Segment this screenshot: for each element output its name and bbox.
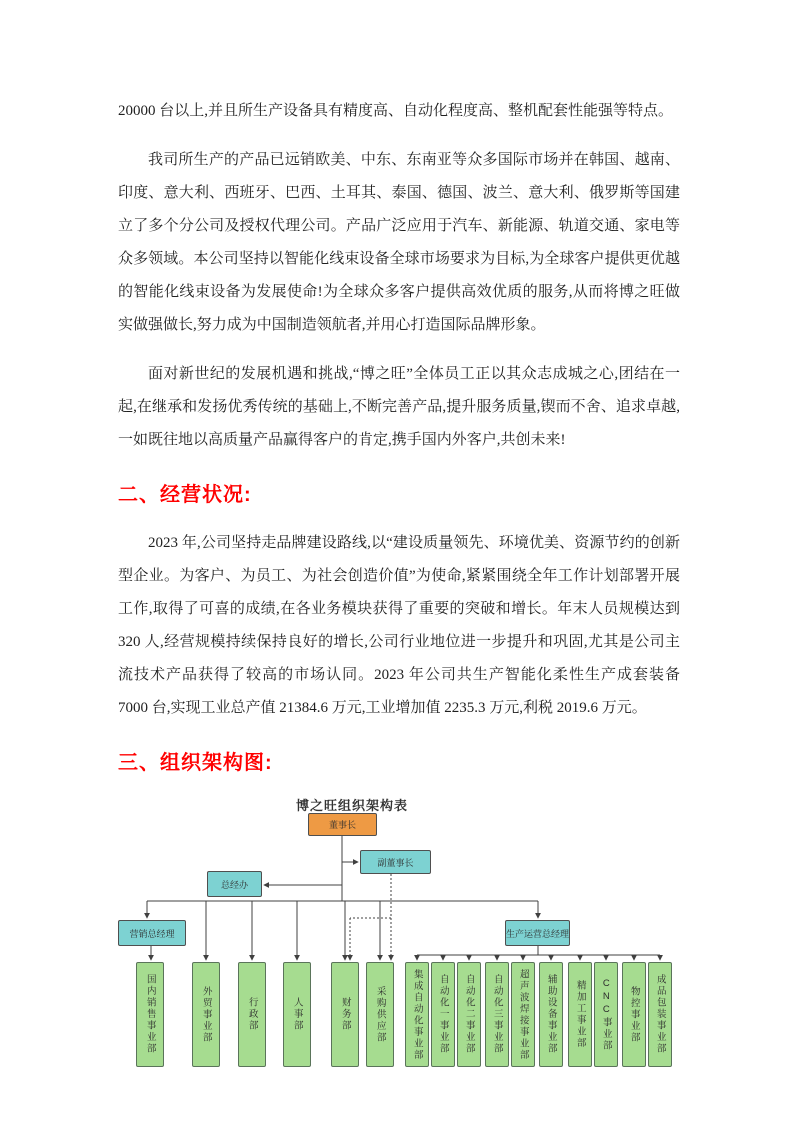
org-department-box: 精加工事业部	[568, 962, 592, 1067]
org-department-box: 行政部	[238, 962, 266, 1067]
section-heading-org-chart: 三、组织架构图:	[118, 752, 273, 774]
org-department-box: 成品包装事业部	[648, 962, 672, 1067]
org-department-box: 自动化一事业部	[431, 962, 455, 1067]
org-chart-title: 博之旺组织架构表	[296, 798, 409, 813]
org-node-gm-office: 总经办	[207, 871, 262, 897]
org-department-box: 采购供应部	[366, 962, 394, 1067]
org-node-production-gm: 生产运营总经理	[505, 920, 570, 946]
org-node-marketing-gm: 营销总经理	[118, 920, 186, 946]
org-department-box: 自动化二事业部	[457, 962, 481, 1067]
org-node-vice-chairman: 副董事长	[360, 850, 431, 874]
paragraph-operations-status: 2023 年,公司坚持走品牌建设路线,以“建设质量领先、环境优美、资源节约的创新型企业。为客户、为员工、为社会创造价值”为使命,紧紧围绕全年工作计划部署开展工作,取得了可喜的成绩,在各业务模块获得了重要的突破和增长。年末人员规模达到 320 人,经营规模持续保持良好的增长,公司行业地位进一步提升和巩固,尤其是公司主流技术产品获得了较高的市场认同。2023 年公司共生产智能化柔性生产成套装备 7000 台,实现工业总产值 21384.6 万元,工业增加值 2235.3 万元,利税 2019.6 万元。	[118, 535, 680, 716]
org-department-box: CNC事业部	[594, 962, 618, 1067]
org-department-box: 超声波焊接事业部	[511, 962, 535, 1067]
org-chart	[110, 795, 710, 1083]
org-department-box: 外贸事业部	[192, 962, 220, 1067]
paragraph-continuation: 20000 台以上,并且所生产设备具有精度高、自动化程度高、整机配套性能强等特点。	[118, 103, 674, 119]
section-heading-operations: 二、经营状况:	[118, 484, 252, 506]
org-department-box: 财务部	[331, 962, 359, 1067]
paragraph-international-markets: 我司所生产的产品已远销欧美、中东、东南亚等众多国际市场并在韩国、越南、印度、意大利、西班牙、巴西、土耳其、泰国、德国、波兰、意大利、俄罗斯等国建立了多个分公司及授权代理公司。产品广泛应用于汽车、新能源、轨道交通、家电等众多领域。本公司坚持以智能化线束设备全球市场要求为目标,为全球客户提供更优越的智能化线束设备为发展使命!为全球众多客户提供高效优质的服务,从而将博之旺做实做强做长,努力成为中国制造领航者,并用心打造国际品牌形象。	[118, 152, 680, 333]
org-node-chairman: 董事长	[308, 813, 377, 836]
org-department-box: 辅助设备事业部	[539, 962, 563, 1067]
org-department-box: 人事部	[283, 962, 311, 1067]
org-department-box: 集成自动化事业部	[405, 962, 429, 1067]
org-department-box: 物控事业部	[622, 962, 646, 1067]
paragraph-company-outlook: 面对新世纪的发展机遇和挑战,“博之旺”全体员工正以其众志成城之心,团结在一起,在继承和发扬优秀传统的基础上,不断完善产品,提升服务质量,锲而不舍、追求卓越,一如既往地以高质量产品赢得客户的肯定,携手国内外客户,共创未来!	[118, 366, 680, 448]
org-department-box: 国内销售事业部	[136, 962, 164, 1067]
org-department-box: 自动化三事业部	[485, 962, 509, 1067]
